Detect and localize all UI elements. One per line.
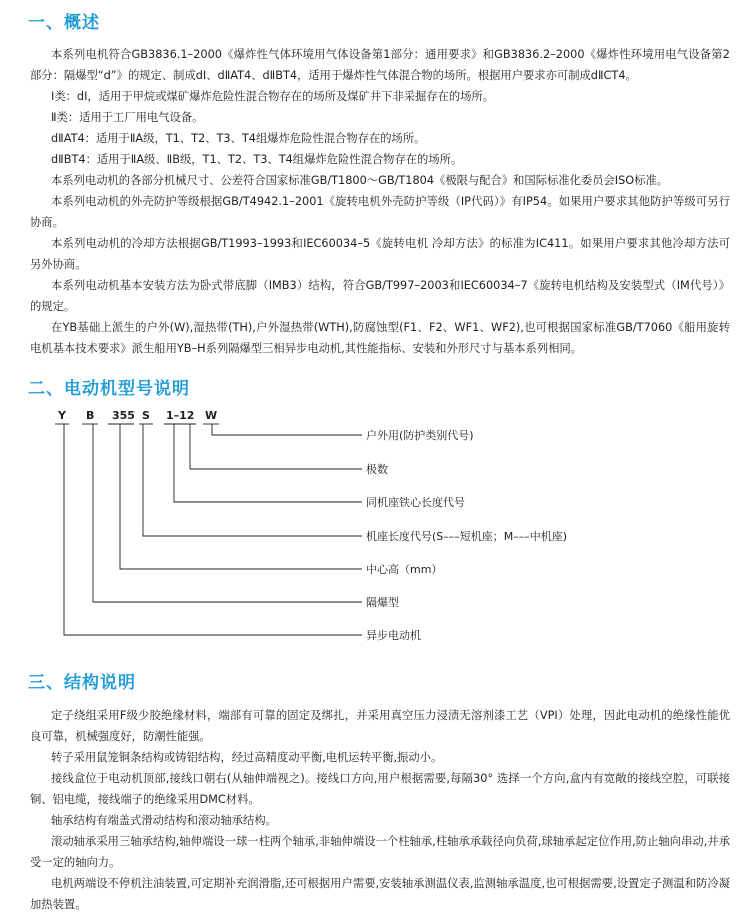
model-code-diagram: [0, 400, 750, 650]
code-355: 355: [112, 409, 135, 422]
section-title-structure: 三、结构说明: [28, 673, 136, 693]
leader-line: [212, 424, 362, 435]
label-async-motor: 异步电动机: [366, 629, 421, 642]
label-outdoor: 户外用(防护类别代号): [366, 429, 474, 442]
leader-line: [120, 424, 362, 569]
label-core-length: 同机座铁心长度代号: [366, 496, 465, 509]
paragraph: 滚动轴承采用三轴承结构,轴伸端设一球一柱两个轴承,非轴伸端设一个柱轴承,柱轴承承载径向负荷,球轴承起定位作用,防止轴向串动,并承受一定的轴向力。: [30, 835, 730, 869]
paragraph: 转子采用鼠笼铜条结构或铸铝结构，经过高精度动平衡,电机运转平衡,振动小。: [51, 751, 443, 764]
leader-line: [174, 424, 362, 502]
code-poles: 1–12: [166, 409, 195, 422]
label-center-height: 中心高（mm）: [366, 563, 443, 576]
paragraph: 本系列电动机基本安装方法为卧式带底脚（IMB3）结构，符合GB/T997–2003和IEC60034–7《旋转电机结构及安装型式（IM代号）》的规定。: [30, 279, 730, 313]
label-frame-length: 机座长度代号(S–––短机座；M–––中机座): [366, 530, 568, 543]
code-b: B: [86, 409, 95, 422]
paragraph: dⅡAT4：适用于ⅡA级，T1、T2、T3、T4组爆炸危险性混合物存在的场所。: [51, 132, 426, 145]
code-s: S: [142, 409, 150, 422]
section-title-overview: 一、概述: [28, 13, 100, 33]
overview-text: [30, 44, 730, 359]
section-title-model: 二、电动机型号说明: [28, 379, 190, 399]
code-y: Y: [58, 409, 66, 422]
leader-line: [143, 424, 362, 536]
label-flameproof: 隔爆型: [366, 596, 399, 609]
leader-line: [64, 424, 362, 635]
paragraph: 本系列电动机的外壳防护等级根据GB/T4942.1–2001《旋转电机外壳防护等级（IP代码）》有IP54。如果用户要求其他防护等级可另行协商。: [30, 195, 730, 229]
paragraph: 轴承结构有端盖式滑动结构和滚动轴承结构。: [51, 814, 277, 827]
leader-line: [190, 424, 362, 469]
structure-text: [30, 705, 730, 915]
leader-line: [93, 424, 362, 602]
paragraph: dⅡBT4：适用于ⅡA级、ⅡB级，T1、T2、T3、T4组爆炸危险性混合物存在的场所。: [51, 153, 463, 166]
paragraph: 定子绕组采用F级少胶绝缘材料，端部有可靠的固定及绑扎，并采用真空压力浸渍无溶剂漆工艺（VPI）处理，因此电动机的绝缘性能优良可靠，机械强度好，防潮性能强。: [30, 709, 730, 743]
paragraph: 在YB基础上派生的户外(W),湿热带(TH),户外湿热带(WTH),防腐蚀型(F1、F2、WF1、WF2),也可根据国家标准GB/T7060《船用旋转电机基本技术要求》派生船用YB–H系列隔爆型三相异步电动机,其性能指标、安装和外形尺寸与基本系列相同。: [30, 321, 730, 355]
paragraph: 本系列电机符合GB3836.1–2000《爆炸性气体环境用气体设备第1部分：通用要求》和GB3836.2–2000《爆炸性环境用电气设备第2部分：隔爆型“d”》的规定、制成dⅠ、dⅡAT4、dⅡBT4，适用于爆炸性气体混合物的场所。根据用户要求亦可制成dⅡCT4。: [30, 48, 730, 82]
label-poles: 极数: [366, 463, 388, 476]
paragraph: 接线盒位于电动机顶部,接线口朝右(从轴伸端视之)。接线口方向,用户根据需要,每隔30° 选择一个方向,盒内有宽敞的接线空腔，可联接铜、铝电缆，接线端子的绝缘采用DMC材料。: [30, 772, 730, 806]
paragraph: Ⅰ类：dⅠ，适用于甲烷或煤矿爆炸危险性混合物存在的场所及煤矿井下非采掘存在的场所。: [51, 90, 495, 103]
code-w: W: [205, 409, 218, 422]
paragraph: 电机两端设不停机注油装置,可定期补充润滑脂,还可根据用户需要,安装轴承测温仪表,监测轴承温度,也可根据需要,设置定子测温和防冷凝加热装置。: [30, 877, 730, 911]
paragraph: Ⅱ类：适用于工厂用电气设备。: [51, 111, 204, 124]
paragraph: 本系列电动机的各部分机械尺寸、公差符合国家标准GB/T1800～GB/T1804《极限与配合》和国际标准化委员会ISO标准。: [51, 174, 669, 187]
paragraph: 本系列电动机的冷却方法根据GB/T1993–1993和IEC60034–5《旋转电机 冷却方法》的标准为IC411。如果用户要求其他冷却方法可另外协商。: [30, 237, 730, 271]
